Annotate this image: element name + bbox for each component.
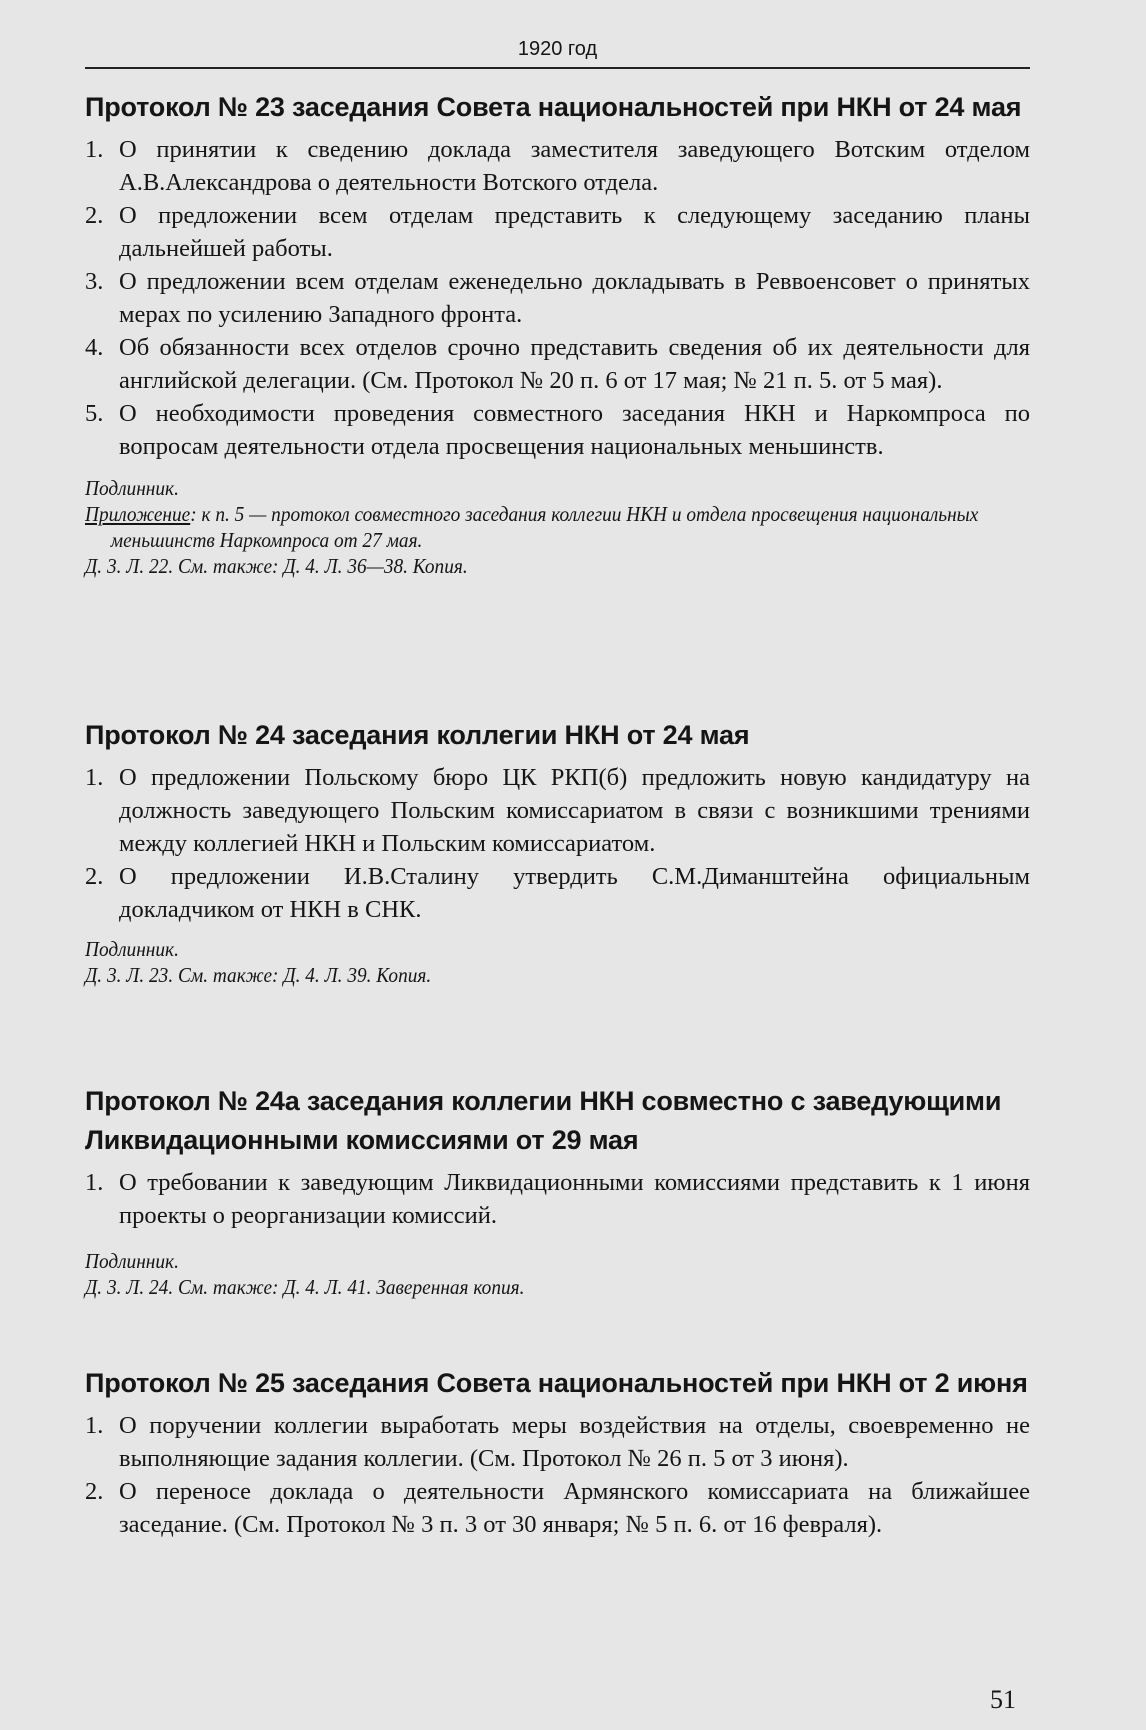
list-item: 3. О предложении всем отделам еженедельно докладывать в Реввоенсовет о принятых мерах по усилению Западного фронта. <box>85 268 1030 328</box>
list-item: 1. О поручении коллегии выработать меры воздействия на отделы, своевременно не выполняющие задания коллегии. (См. Протокол № 26 п. 5 от 3 июня). <box>85 1412 1030 1472</box>
header-rule <box>85 67 1030 69</box>
list-item: 2. О переносе доклада о деятельности Армянского комиссариата на ближайшее заседание. (См. Протокол № 3 п. 3 от 30 января; № 5 п. 6. от 16 февраля). <box>85 1478 1030 1538</box>
running-header: 1920 год <box>517 38 598 60</box>
list-item: 1. О предложении Польскому бюро ЦК РКП(б) предложить новую кандидатуру на должность заведующего Польским комиссариатом в связи с возникшими трениями между коллегией НКН и Польским комиссариатом. <box>85 764 1030 857</box>
list-item: 1. О принятии к сведению доклада заместителя заведующего Вотским отделом А.В.Александрова о деятельности Вотского отдела. <box>85 136 1030 196</box>
list-item: 2. О предложении всем отделам представить к следующему заседанию планы дальнейшей работы. <box>85 202 1030 262</box>
source-note: Подлинник. <box>85 1249 179 1273</box>
section-title: Протокол № 24а заседания коллегии НКН совместно с заведующими Ликвидационными комиссиями от 29 мая <box>85 1086 1002 1155</box>
appendix-note: Приложение: к п. 5 — протокол совместного заседания коллегии НКН и отдела просвещения национальных меньшинств Наркомпроса от 27 мая. <box>85 502 979 552</box>
section-protocol-24 <box>85 716 1030 988</box>
section-protocol-23 <box>85 88 1030 579</box>
archive-reference: Д. 3. Л. 22. См. также: Д. 4. Л. 36—38. Копия. <box>85 554 468 578</box>
archive-reference: Д. 3. Л. 23. См. также: Д. 4. Л. 39. Копия. <box>85 963 432 987</box>
section-protocol-25 <box>85 1364 1030 1541</box>
section-title: Протокол № 24 заседания коллегии НКН от 24 мая <box>85 720 750 750</box>
source-note: Подлинник. <box>85 937 179 961</box>
list-item: 5. О необходимости проведения совместного заседания НКН и Наркомпроса по вопросам деятельности отдела просвещения национальных меньшинств. <box>85 400 1030 460</box>
section-protocol-24a <box>85 1082 1030 1300</box>
list-item: 2. О предложении И.В.Сталину утвердить С.М.Диманштейна официальным докладчиком от НКН в СНК. <box>85 863 1030 923</box>
item-list <box>85 1409 1030 1541</box>
item-list <box>85 1166 1030 1232</box>
item-list <box>85 133 1030 463</box>
source-note: Подлинник. <box>85 476 179 500</box>
archive-reference: Д. 3. Л. 24. См. также: Д. 4. Л. 41. Заверенная копия. <box>85 1275 525 1299</box>
page-number: 51 <box>990 1685 1016 1714</box>
section-title: Протокол № 23 заседания Совета национальностей при НКН от 24 мая <box>85 92 1022 122</box>
list-item: 4. Об обязанности всех отделов срочно представить сведения об их деятельности для английской делегации. (См. Протокол № 20 п. 6 от 17 мая; № 21 п. 5. от 5 мая). <box>85 334 1030 394</box>
item-list <box>85 761 1030 926</box>
list-item: 1. О требовании к заведующим Ликвидационными комиссиями представить к 1 июня проекты о реорганизации комиссий. <box>85 1169 1030 1229</box>
section-title: Протокол № 25 заседания Совета национальностей при НКН от 2 июня <box>85 1368 1028 1398</box>
